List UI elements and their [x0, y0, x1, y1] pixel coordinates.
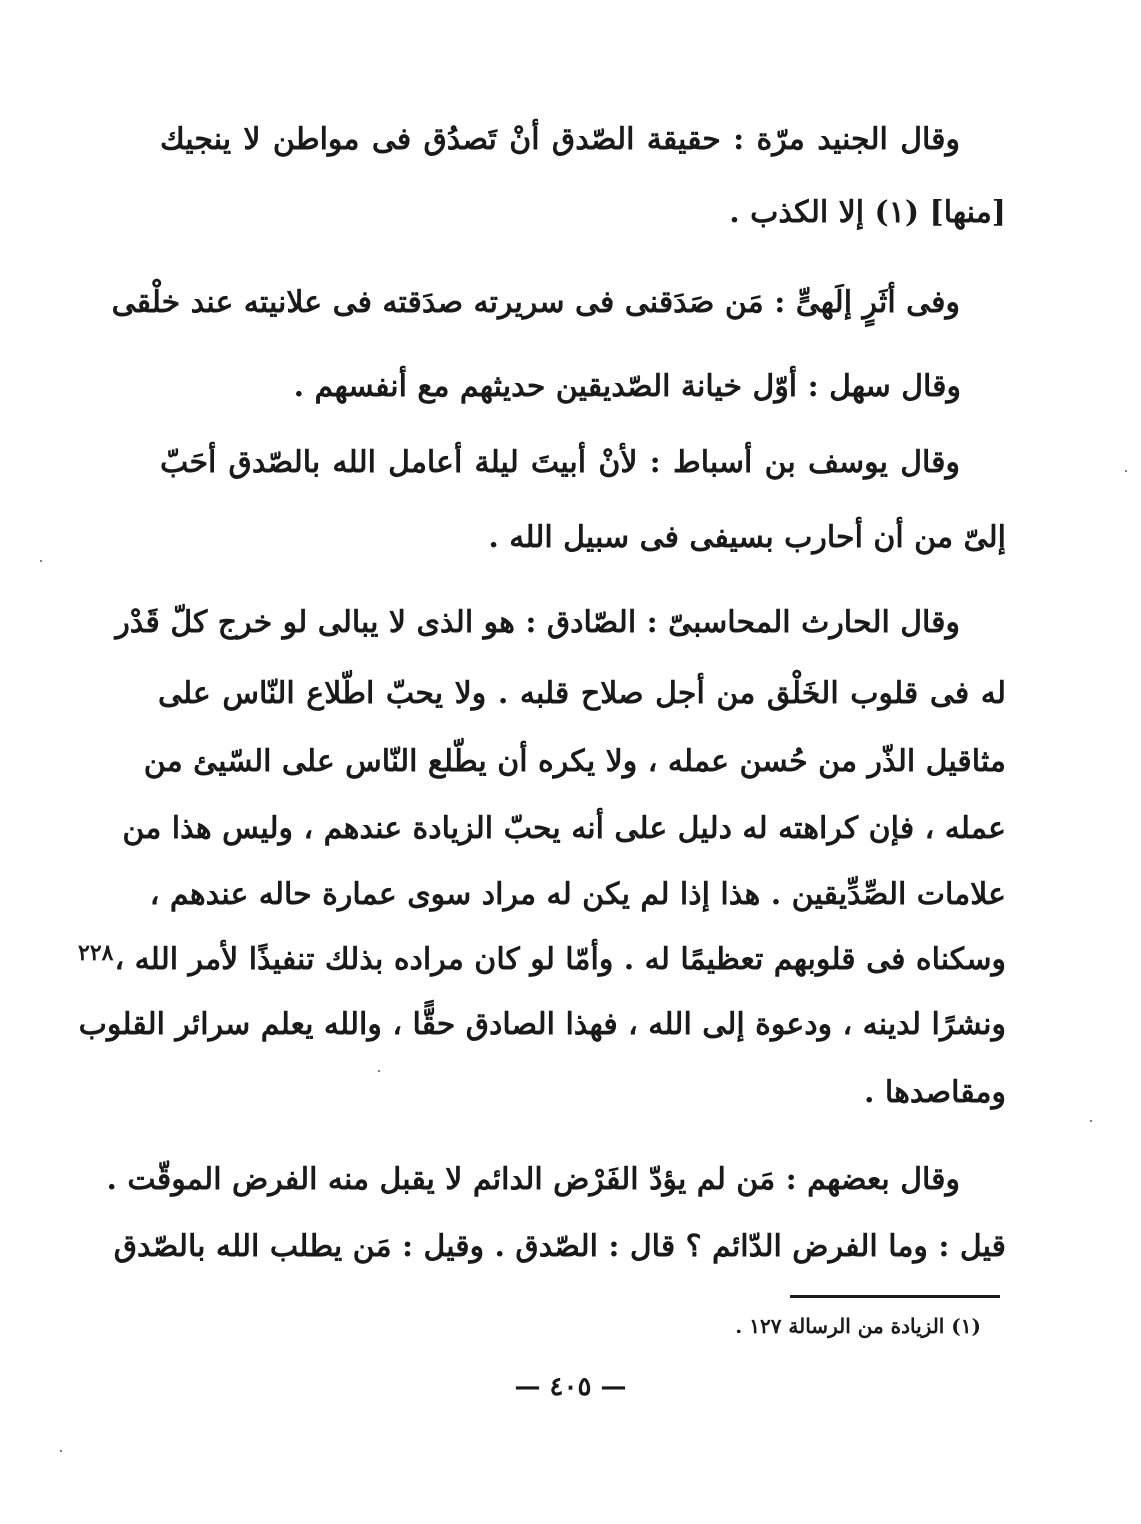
text-line-15: وقال بعضهم : مَن لم يؤدّ الفَرْض الدائم لا يقبل منه الفرض الموقّت .: [106, 1162, 960, 1197]
scan-speck: [1090, 1120, 1092, 1122]
text-line-11: علامات الصِّدِّيقين . هذا إذا لم يكن له مراد سوى عمارة حاله عندهم ،: [149, 877, 1006, 912]
scan-speck: [378, 1070, 380, 1072]
text-line-8: له فى قلوب الخَلْق من أجل صلاح قلبه . ولا يحبّ اطّلاع النّاس على: [158, 676, 1006, 711]
footnote-rule: [790, 1295, 1000, 1298]
text-line-14: ومقاصدها .: [864, 1075, 1006, 1110]
text-line-16: قيل : وما الفرض الدّائم ؟ قال : الصّدق . وقيل : مَن يطلب الله بالصّدق: [113, 1229, 1006, 1264]
text-line-9: مثاقيل الذّر من حُسن عمله ، ولا يكره أن يطّلع النّاس على السّيئ من: [143, 744, 1006, 779]
text-line-10: عمله ، فإن كراهته له دليل على أنه يحبّ الزيادة عندهم ، وليس هذا من: [122, 811, 1006, 846]
scan-speck: [1125, 470, 1127, 472]
text-line-7: وقال الحارث المحاسبىّ : الصّادق : هو الذى لا يبالى لو خرج كلّ قَدْر: [115, 605, 960, 640]
text-line-13: ونشرًا لدينه ، ودعوة إلى الله ، فهذا الصادق حقًّا ، والله يعلم سرائر القلوب: [78, 1007, 1006, 1042]
text-line-4: وقال سهل : أوّل خيانة الصّديقين حديثهم مع أنفسهم .: [293, 369, 961, 404]
text-line-5: وقال يوسف بن أسباط : لأنْ أبيتَ ليلة أعامل الله بالصّدق أحَبّ: [160, 445, 960, 480]
scan-speck: [60, 1450, 62, 1452]
text-line-12: وسكناه فى قلوبهم تعظيمًا له . وأمّا لو كان مراده بذلك تنفيذًا لأمر الله ،: [114, 942, 1006, 977]
text-line-3: وفى أثَرٍ إلَهىٍّ : مَن صَدَقنى فى سريرته صدَقته فى علانيته عند خلْقى: [111, 285, 960, 320]
margin-reference-number: ٢٢٨: [78, 940, 114, 966]
page-number: — ٤٠٥ —: [514, 1372, 627, 1402]
footnote: (١) الزيادة من الرسالة ١٢٧ .: [735, 1314, 981, 1338]
text-line-1: وقال الجنيد مرّة : حقيقة الصّدق أنْ تَصدُق فى مواطن لا ينجيك: [160, 122, 960, 157]
scan-speck: [40, 560, 42, 562]
text-line-2: [منها] (١) إلا الكذب .: [729, 195, 1006, 230]
text-line-6: إلىّ من أن أحارب بسيفى فى سبيل الله .: [488, 520, 1006, 555]
